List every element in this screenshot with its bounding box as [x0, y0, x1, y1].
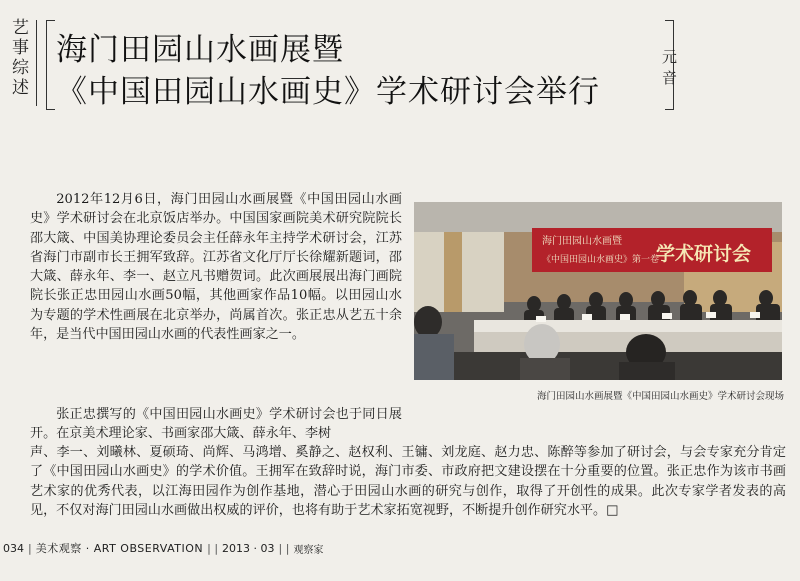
event-photo — [414, 202, 782, 380]
title-block — [46, 20, 678, 110]
page-footer — [0, 538, 800, 558]
section-tag: 艺事综述 — [8, 18, 28, 98]
column-name: 观察家 — [293, 544, 324, 556]
body-paragraph-1: 2012年12月6日，海门田园山水画展暨《中国田园山水画史》学术研讨会在北京饭店举办。中国国家画院美术研究院院长邵大箴、中国美协理论委员会主任薛永年主持学术研讨会，江苏省海门市副市长王拥军致辞。江苏省文化厅厅长徐耀新题词，邵大箴、薛永年、李一、赵立凡书赠贺词。此次画展展出海门画院院长张正忠田园山水画50幅，其他画家作品10幅。以田园山水为专题的学术性画展在北京举办，尚属首次。张正忠从艺五十余年，是当代中国田园山水画的代表性画家之一。 — [30, 192, 402, 343]
footer-separator: | — [28, 541, 32, 555]
article-title-line2: 《中国田园山水画史》学术研讨会举行 — [56, 74, 600, 110]
issue-number: 2013 · 03 — [222, 541, 275, 555]
banner-title: 学术研讨会 — [656, 243, 752, 265]
banner-line2: 《中国田园山水画史》第一卷 — [542, 255, 660, 265]
article-title-line1: 海门田园山水画展暨 — [56, 32, 344, 68]
banner-line1: 海门田园山水画暨 — [542, 236, 622, 247]
section-divider — [36, 20, 37, 106]
body-paragraph-2-start: 张正忠撰写的《中国田园山水画史》学术研讨会也于同日展开。在京美术理论家、书画家邵大箴、薛永年、李树 — [30, 407, 402, 442]
footer-separator: | | — [278, 541, 290, 555]
photo-caption: 海门田园山水画展暨《中国田园山水画史》学术研讨会现场 — [536, 391, 784, 402]
title-bracket-left — [46, 20, 55, 110]
body-paragraph-2-continued: 声、李一、刘曦林、夏硕琦、尚辉、马鸿增、奚静之、赵权利、王镛、刘龙庭、赵力忠、陈醉等参加了研讨会，与会专家充分肯定了《中国田园山水画史》的学术价值。王拥军在致辞时说，海门市委、市政府把文建设摆在十分重要的位置。张正忠作为该市书画艺术家的优秀代表，以江海田园作为创作基地，潜心于田园山水画的研究与创作，取得了开创性的成果。此次专家学者发表的高见，不仅对海门田园山水画做出权威的评价，也将有助于艺术家拓宽视野，不断提升创作研究水平。□ — [30, 445, 786, 518]
page-number: 034 — [3, 541, 24, 555]
author-name: 元音 — [662, 48, 678, 87]
footer-separator: | | — [207, 541, 219, 555]
magazine-name: 美术观察 · ART OBSERVATION — [35, 542, 204, 555]
